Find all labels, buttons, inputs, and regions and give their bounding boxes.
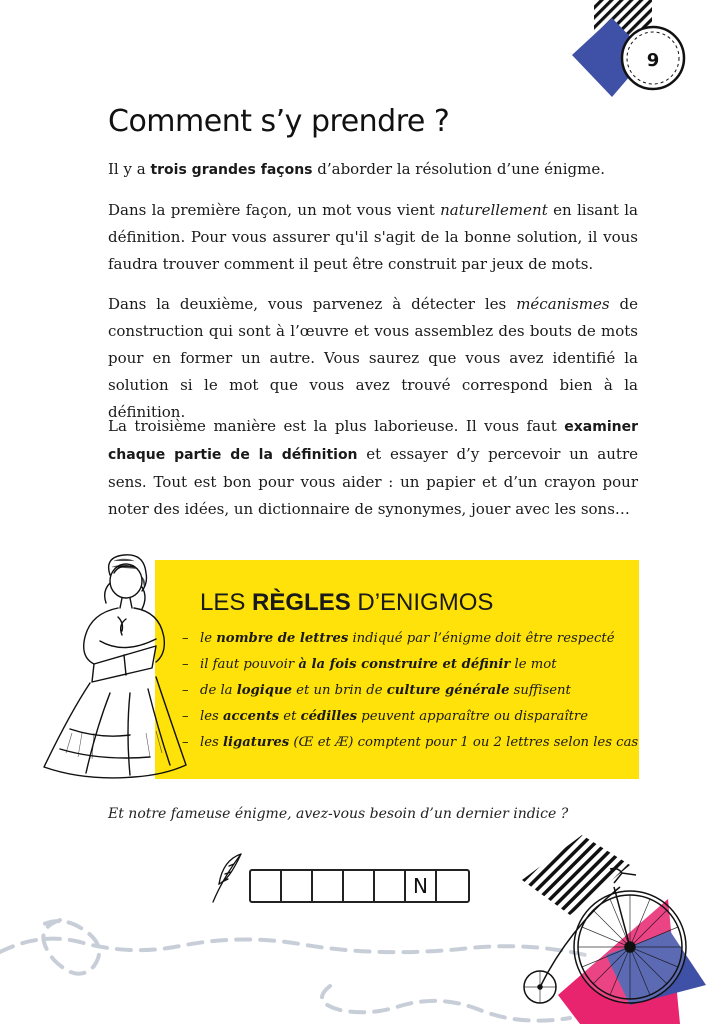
page-title: Comment s’y prendre ? — [108, 104, 450, 139]
rules-title: LES RÈGLES D’ENIGMOS — [200, 589, 494, 616]
answer-cell[interactable] — [344, 871, 375, 901]
rule-item: – il faut pouvoir à la fois construire et définir le mot — [182, 657, 557, 672]
answer-cell[interactable] — [251, 871, 282, 901]
answer-cell[interactable] — [282, 871, 313, 901]
answer-cell[interactable] — [375, 871, 406, 901]
riddle-question: Et notre fameuse énigme, avez-vous besoin d’un dernier indice ? — [108, 806, 569, 822]
quill-icon — [205, 850, 245, 906]
paragraph-third-way: La troisième manière est la plus laborieuse. Il vous faut examiner chaque partie de la définition et essayer d’y percevoir un autre sens. Tout est bon pour vous aider : un papier et d’un crayon pour noter des idées, un dictionnaire de synonymes, jouer avec les sons… — [108, 417, 638, 518]
answer-cell[interactable]: N — [406, 871, 437, 901]
page-number: 9 — [646, 49, 660, 71]
reading-woman-illustration — [30, 553, 190, 783]
answer-grid[interactable] — [249, 869, 470, 903]
rule-item: – les accents et cédilles peuvent apparaître ou disparaître — [182, 709, 589, 724]
paragraph-intro: Il y a trois grandes façons d’aborder la résolution d’une énigme. — [108, 160, 605, 178]
rule-item: – le nombre de lettres indiqué par l’énigme doit être respecté — [182, 631, 615, 646]
rule-item: – les ligatures (Œ et Æ) comptent pour 1 ou 2 lettres selon les cas — [182, 735, 639, 750]
rule-item: – de la logique et un brin de culture générale suffisent — [182, 683, 571, 698]
paragraph-second-way: Dans la deuxième, vous parvenez à détecter les mécanismes de construction qui sont à l’œuvre et vous assemblez des bouts de mots pour en former un autre. Vous saurez que vous avez identifié la solution si le mot que vous avez trouvé correspond bien à la définition. — [108, 295, 639, 421]
rules-list — [182, 626, 638, 756]
penny-farthing-bicycle-icon — [510, 835, 722, 1024]
answer-cell[interactable] — [313, 871, 344, 901]
answer-cell[interactable] — [437, 871, 468, 901]
paragraph-first-way: Dans la première façon, un mot vous vient naturellement en lisant la définition. Pour vous assurer qu'il s'agit de la bonne solution, il vous faudra trouver comment il peut être construit par jeux de mots. — [108, 201, 638, 273]
